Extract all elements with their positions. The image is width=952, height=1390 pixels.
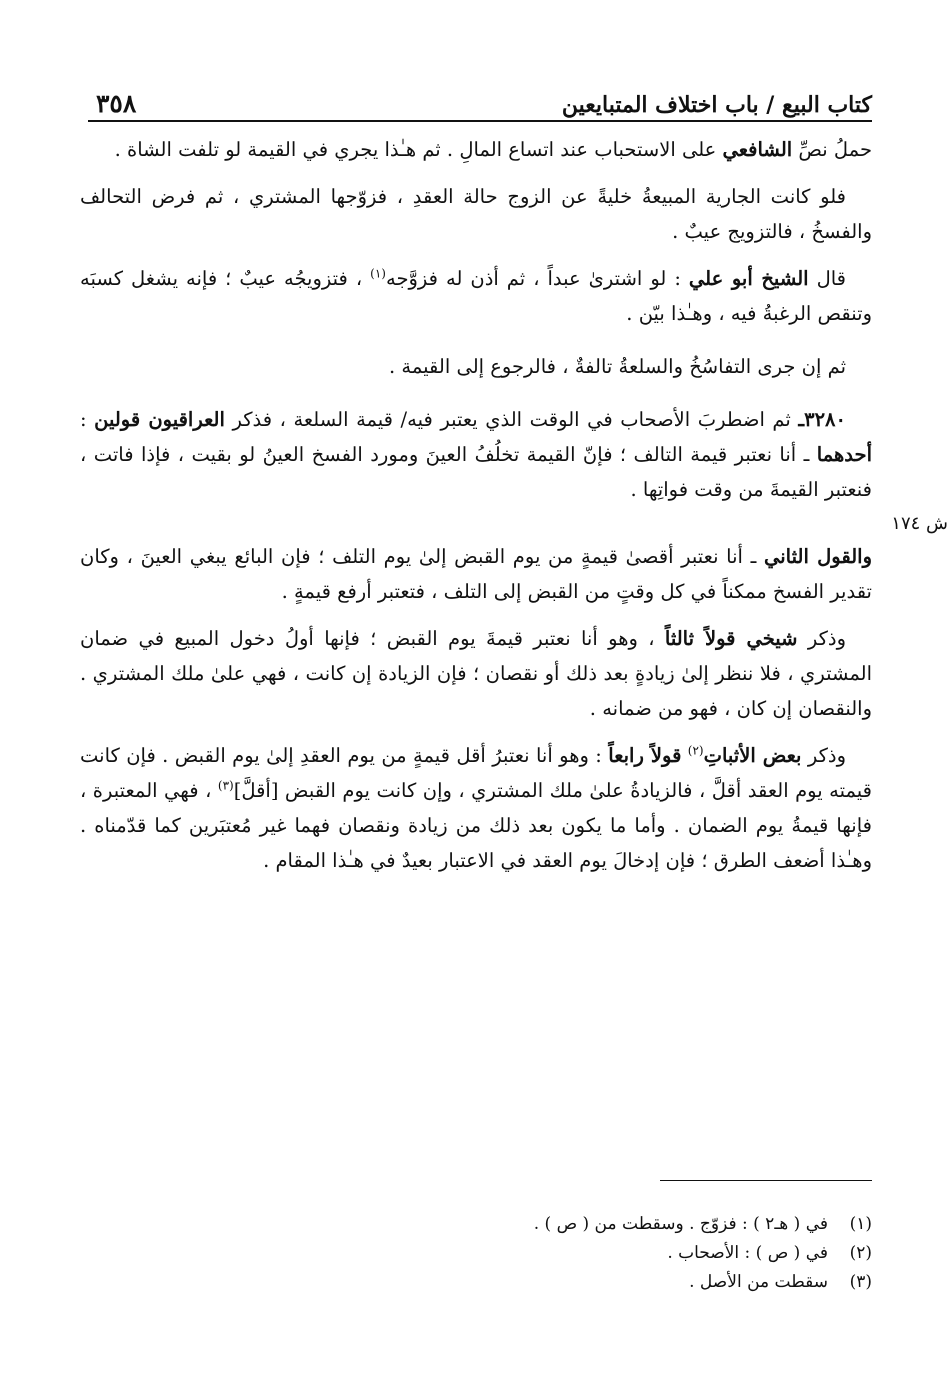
bold-term: الشيخ أبو علي — [688, 267, 809, 290]
footnote — [80, 1268, 872, 1297]
paragraph — [80, 738, 872, 878]
bold-term: أحدهما — [816, 443, 872, 466]
text-run: : — [80, 408, 95, 431]
footnote — [80, 1239, 872, 1268]
text-run: ، فتزويجُه عيبٌ ؛ فإنه يشغل كسبَه وتنقص الرغبةُ فيه ، وهـٰذا بيّن . — [80, 267, 872, 325]
page-number: ٣٥٨ — [96, 89, 137, 118]
bold-term: الشافعي — [722, 138, 793, 161]
text-run: ثم إن جرى التفاسُخُ والسلعةُ تالفةٌ ، فالرجوع إلى القيمة . — [389, 355, 846, 378]
bold-term: العراقيون قولين — [94, 408, 225, 431]
footnote — [80, 1210, 872, 1239]
text-run: ، فهي المعتبرة ، فإنها قيمةُ يوم الضمان . وأما ما يكون بعد ذلك من زيادة ونقصان فهما غير مُعتبَرين كما قدّمناه . وهـٰذا أضعف الطرق ؛ فإن إدخالَ يوم العقد في الاعتبار بعيدٌ في هـٰذا المقام . — [80, 779, 872, 872]
footnotes — [80, 1210, 872, 1297]
text-run: ، وهو أنا نعتبر قيمةَ يوم القبض ؛ فإنها أولُ دخول المبيع في ضمان المشتري ، فلا ننظر إلىٰ زيادةٍ بعد ذلك أو نقصان ؛ فإن الزيادة إن كانت ، فهي علىٰ ملك المشتري . والنقصان إن كان ، فهو من ضمانه . — [80, 627, 872, 720]
text-run: قال — [808, 267, 847, 290]
footnote-number: (٣) — [849, 1272, 872, 1292]
paragraph — [80, 349, 872, 384]
bold-term: ٣٢٨٠ـ — [798, 408, 846, 431]
page-header — [88, 80, 872, 122]
footnote-marker: (١) — [370, 266, 386, 281]
text-run: : وهو أنا نعتبرُ أقل قيمةٍ من يوم العقدِ إلىٰ يوم القبض . فإن كانت قيمته يوم العقد أقلَّ ، فالزيادةُ علىٰ ملك المشتري ، وإن كانت يوم القبض [أقلَّ] — [80, 744, 872, 802]
footnote-rule — [660, 1180, 872, 1181]
paragraph — [80, 261, 872, 331]
paragraph — [80, 621, 872, 726]
text-run: ثم اضطربَ الأصحاب في الوقت الذي يعتبر فيه/ قيمة السلعة ، فذكر — [224, 408, 799, 431]
text-run: فلو كانت الجارية المبيعةُ خليةً عن الزوج حالة العقدِ ، فزوّجها المشتري ، ثم فرض التحالف والفسخُ ، فالتزويج عيبٌ . — [80, 185, 872, 243]
paragraph — [80, 402, 872, 507]
text-run: على الاستحباب عند اتساع المالِ . ثم هـٰذا يجري في القيمة لو تلفت الشاة . — [114, 138, 723, 161]
text-run: ـ أنا نعتبر أقصىٰ قيمةٍ من يوم القبض إلىٰ يوم التلف ؛ فإن البائع يبغي العينَ ، وكان تقدير الفسخ ممكناً في كل وقتٍ من القبض إلى التلف ، فتعتبر أرفع قيمةٍ . — [80, 545, 872, 603]
text-run: ـ أنا نعتبر قيمة التالف ؛ فإنّ القيمة تخلُفُ العينَ ومورد الفسخ العينُ لو بقيت ، فإذا فاتت ، فنعتبر القيمةَ من وقت فواتِها . — [80, 443, 872, 501]
footnote-text: سقطت من الأصل . — [689, 1272, 828, 1292]
footnote-number: (٢) — [849, 1243, 872, 1263]
text-run: وذكر — [797, 627, 847, 650]
bold-term: قولاً رابعاً — [608, 744, 682, 767]
running-title: كتاب البيع / باب اختلاف المتبايعين — [561, 92, 872, 118]
paragraph — [80, 539, 872, 609]
bold-term: والقول الثاني — [764, 545, 872, 568]
paragraph — [80, 132, 872, 167]
text-run: حملُ نصِّ — [792, 138, 872, 161]
bold-term: بعض الأثباتِ — [703, 744, 802, 767]
paragraph — [80, 179, 872, 249]
margin-folio-note: ش ١٧٤ — [891, 513, 948, 534]
footnote-text: في ( هـ٢ ) : فزوّج . وسقطت من ( ص ) . — [533, 1214, 828, 1234]
body-text — [80, 132, 872, 890]
text-run: وذكر — [801, 744, 847, 767]
footnote-marker: (٢) — [687, 743, 704, 758]
bold-term: شيخي قولاً ثالثاً — [664, 627, 798, 650]
footnote-text: في ( ص ) : الأصحاب . — [667, 1243, 828, 1263]
footnote-number: (١) — [849, 1214, 872, 1234]
footnote-marker: (٣) — [217, 778, 234, 793]
text-run: : لو اشترىٰ عبداً ، ثم أذن له فزوَّجه — [385, 267, 689, 290]
